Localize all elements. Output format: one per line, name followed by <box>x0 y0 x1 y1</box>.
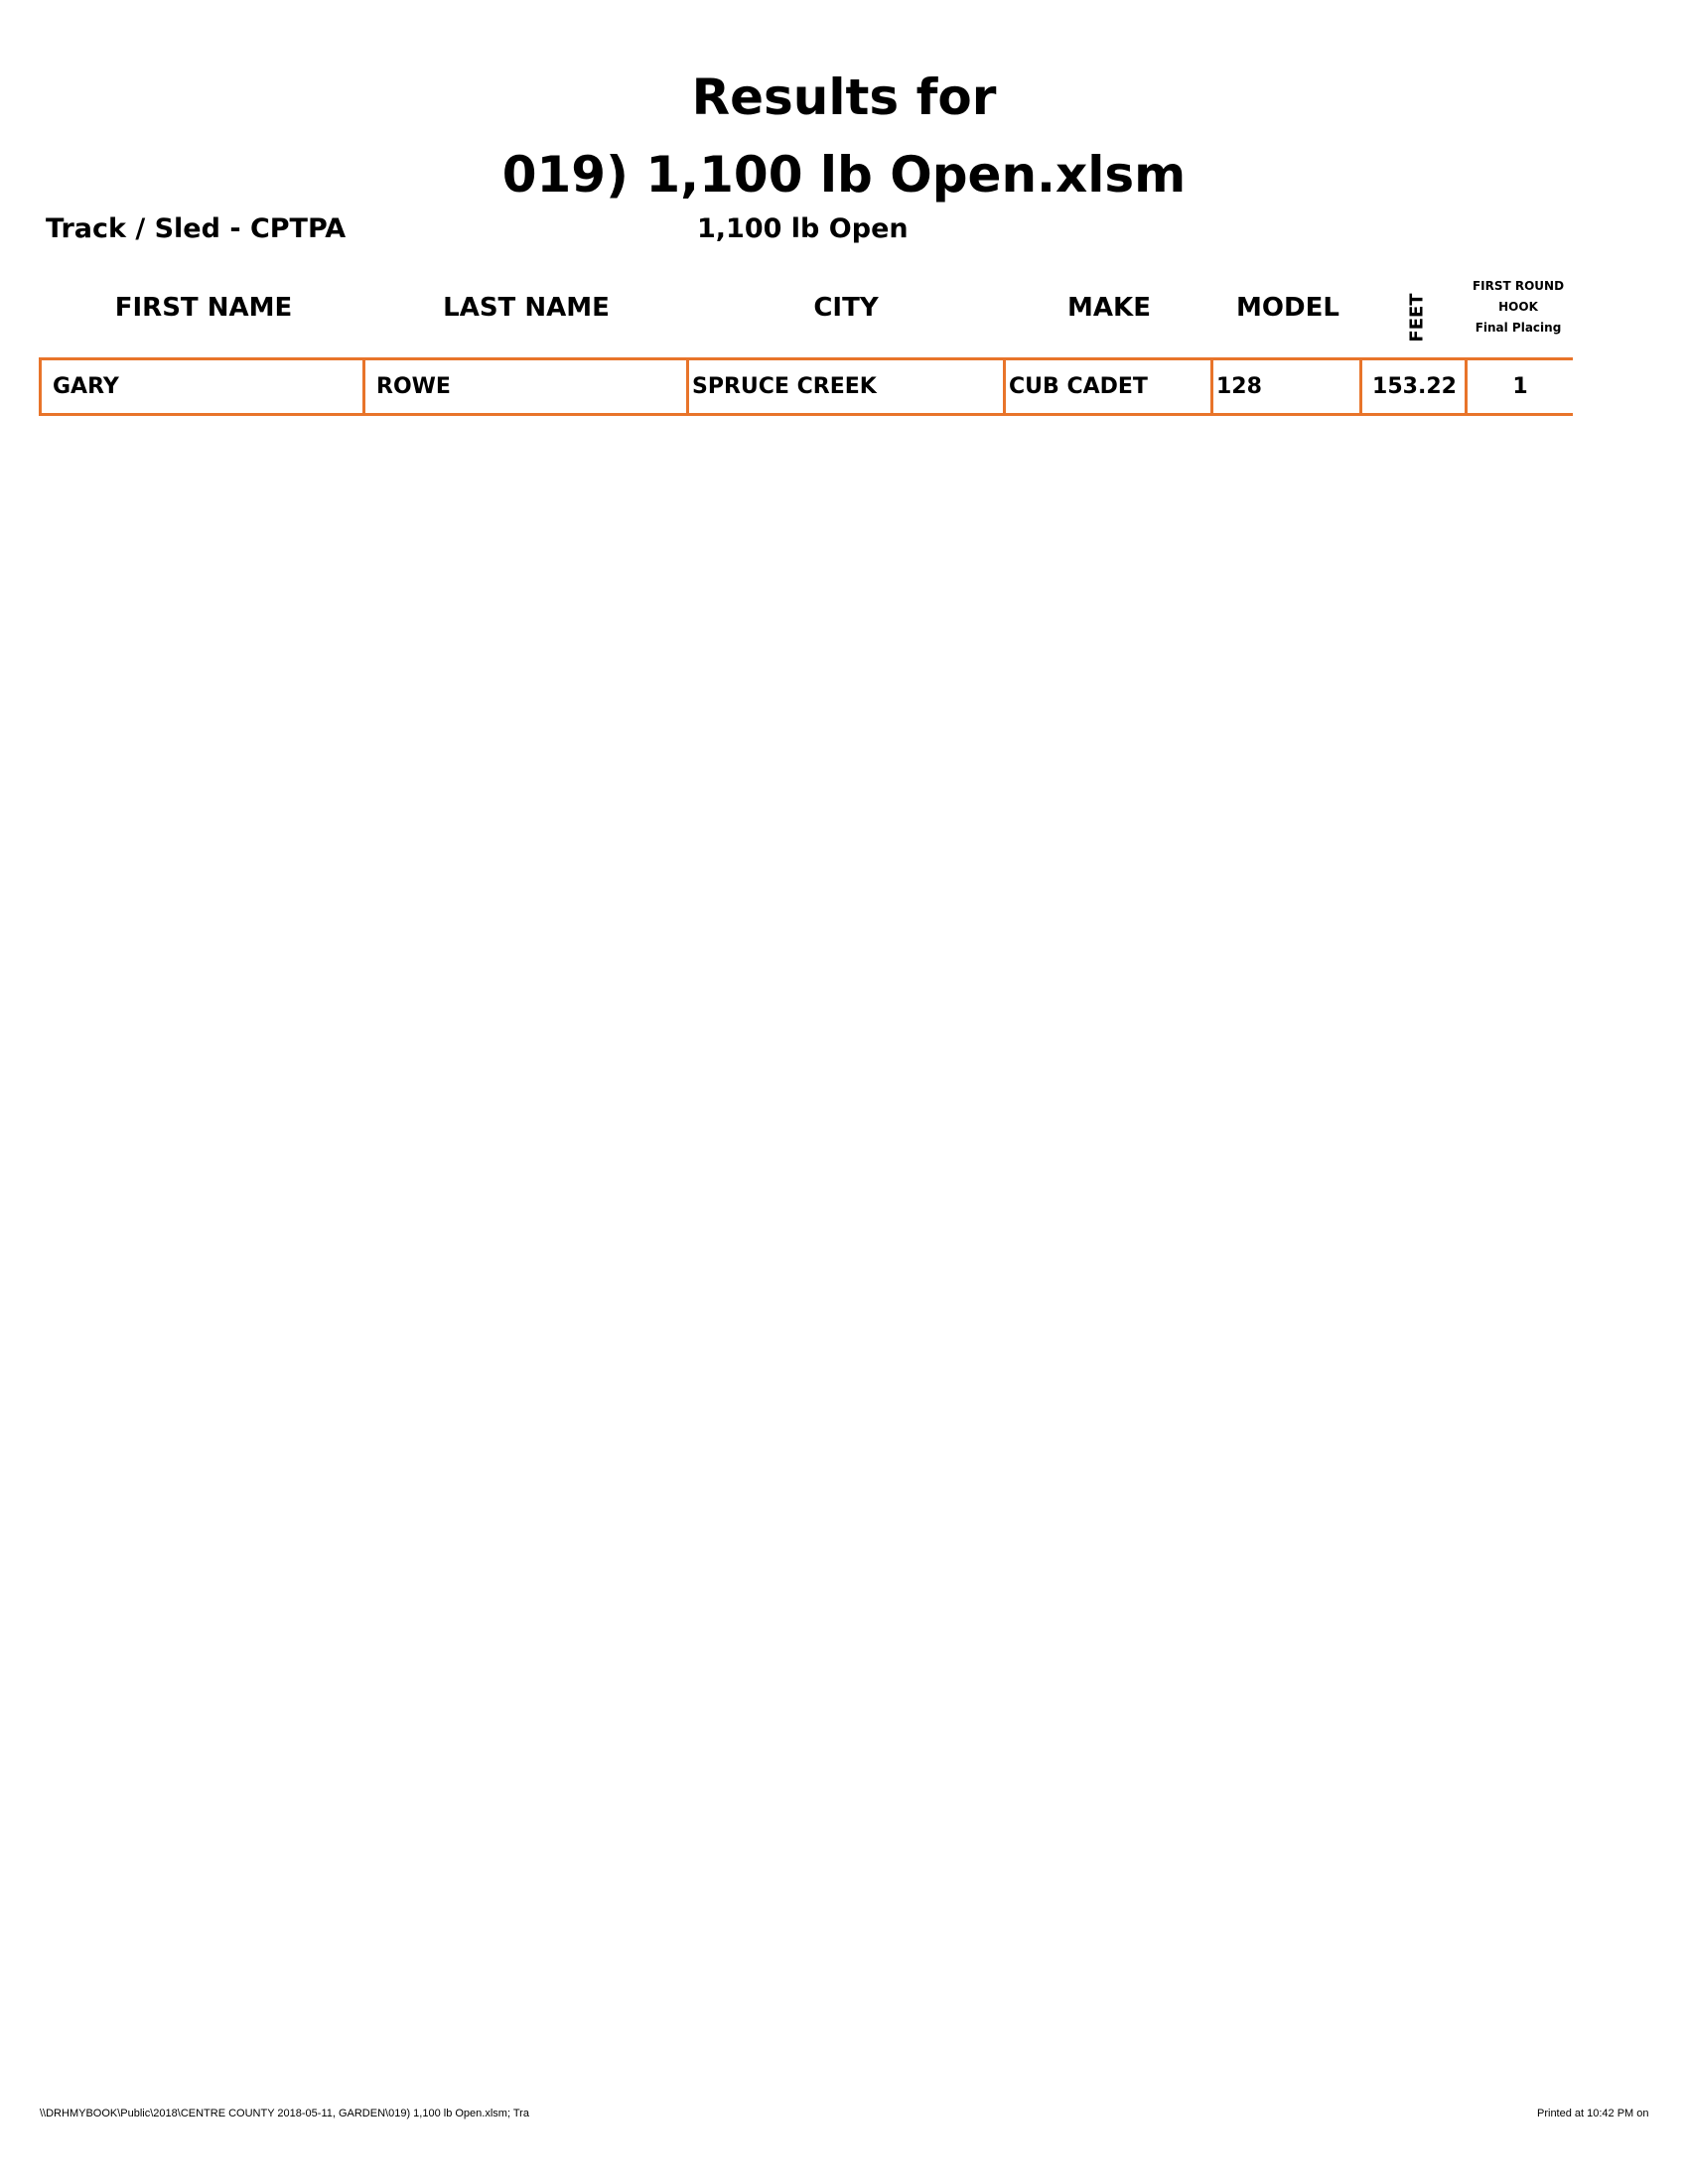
column-header-feet <box>1397 294 1437 341</box>
track-sled-label: Track / Sled - CPTPA <box>46 213 347 244</box>
cell-first-name: GARY <box>53 374 119 399</box>
page-title-line2: 019) 1,100 lb Open.xlsm <box>501 146 1187 204</box>
column-header-placing-line1: FIRST ROUND <box>1472 279 1565 293</box>
class-label: 1,100 lb Open <box>697 213 909 244</box>
page-title-line1: Results for <box>691 68 997 126</box>
cell-divider <box>686 360 689 413</box>
column-header-last-name: LAST NAME <box>443 293 610 323</box>
cell-divider <box>1003 360 1006 413</box>
column-header-model: MODEL <box>1236 293 1339 323</box>
column-header-feet-label: FEET <box>1406 293 1428 342</box>
cell-feet: 153.22 <box>1372 374 1457 399</box>
footer-printed-at: Printed at 10:42 PM on <box>1537 2108 1649 2119</box>
column-header-make: MAKE <box>1067 293 1151 323</box>
cell-divider <box>362 360 365 413</box>
footer-file-path: \\DRHMYBOOK\Public\2018\CENTRE COUNTY 2018-05-11, GARDEN\019) 1,100 lb Open.xlsm; Tra <box>40 2108 529 2119</box>
cell-city: SPRUCE CREEK <box>692 374 877 399</box>
column-header-placing-line2: HOOK <box>1498 300 1538 314</box>
cell-divider <box>1210 360 1213 413</box>
cell-make: CUB CADET <box>1009 374 1148 399</box>
cell-placing: 1 <box>1512 374 1528 399</box>
cell-divider <box>39 360 42 413</box>
cell-last-name: ROWE <box>376 374 451 399</box>
column-header-placing <box>1464 276 1573 339</box>
table-row <box>39 357 1573 416</box>
column-header-city: CITY <box>813 293 879 323</box>
column-header-placing-line3: Final Placing <box>1475 321 1562 335</box>
column-header-first-name: FIRST NAME <box>114 293 293 323</box>
cell-model: 128 <box>1216 374 1262 399</box>
